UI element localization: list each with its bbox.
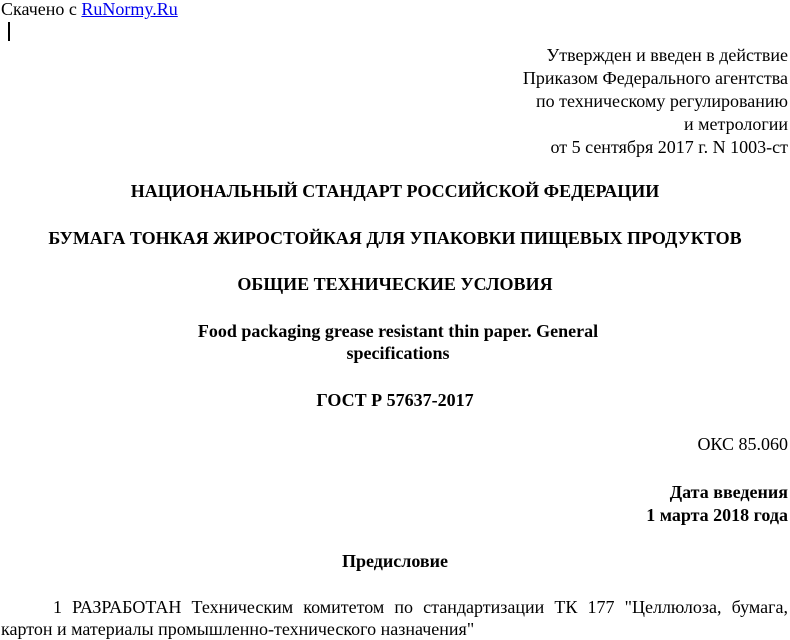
source-line <box>1 0 178 20</box>
foreword-paragraph: 1 РАЗРАБОТАН Техническим комитетом по стандартизации ТК 177 "Целлюлоза, бумага, картон и материалы промышленно-технического назначения" <box>1 597 788 639</box>
gost-number: ГОСТ Р 57637-2017 <box>316 390 474 410</box>
source-link[interactable]: RuNormy.Ru <box>81 0 178 19</box>
effective-date-label: Дата введения <box>669 482 788 502</box>
source-prefix: Скачено с <box>1 0 77 19</box>
approval-line: от 5 сентября 2017 г. N 1003-ст <box>550 137 788 157</box>
english-title <box>0 320 790 364</box>
product-title: БУМАГА ТОНКАЯ ЖИРОСТОЙКАЯ ДЛЯ УПАКОВКИ ПИЩЕВЫХ ПРОДУКТОВ <box>48 228 742 248</box>
oks-code: ОКС 85.060 <box>697 434 788 454</box>
approval-block <box>523 44 788 159</box>
text-cursor <box>8 22 10 41</box>
effective-date-block <box>646 481 788 527</box>
national-standard-title: НАЦИОНАЛЬНЫЙ СТАНДАРТ РОССИЙСКОЙ ФЕДЕРАЦИИ <box>130 181 660 201</box>
approval-line: Приказом Федерального агентства <box>522 68 788 88</box>
english-title-line-1: Food packaging grease resistant thin paper. General <box>197 321 599 341</box>
approval-line: и метрологии <box>684 114 788 134</box>
conditions-title: ОБЩИЕ ТЕХНИЧЕСКИЕ УСЛОВИЯ <box>237 274 553 294</box>
foreword-heading: Предисловие <box>342 551 448 571</box>
effective-date-value: 1 марта 2018 года <box>646 505 788 525</box>
approval-line: по техническому регулированию <box>535 91 788 111</box>
english-title-line-2: specifications <box>346 343 450 363</box>
approval-line: Утвержден и введен в действие <box>546 45 788 65</box>
